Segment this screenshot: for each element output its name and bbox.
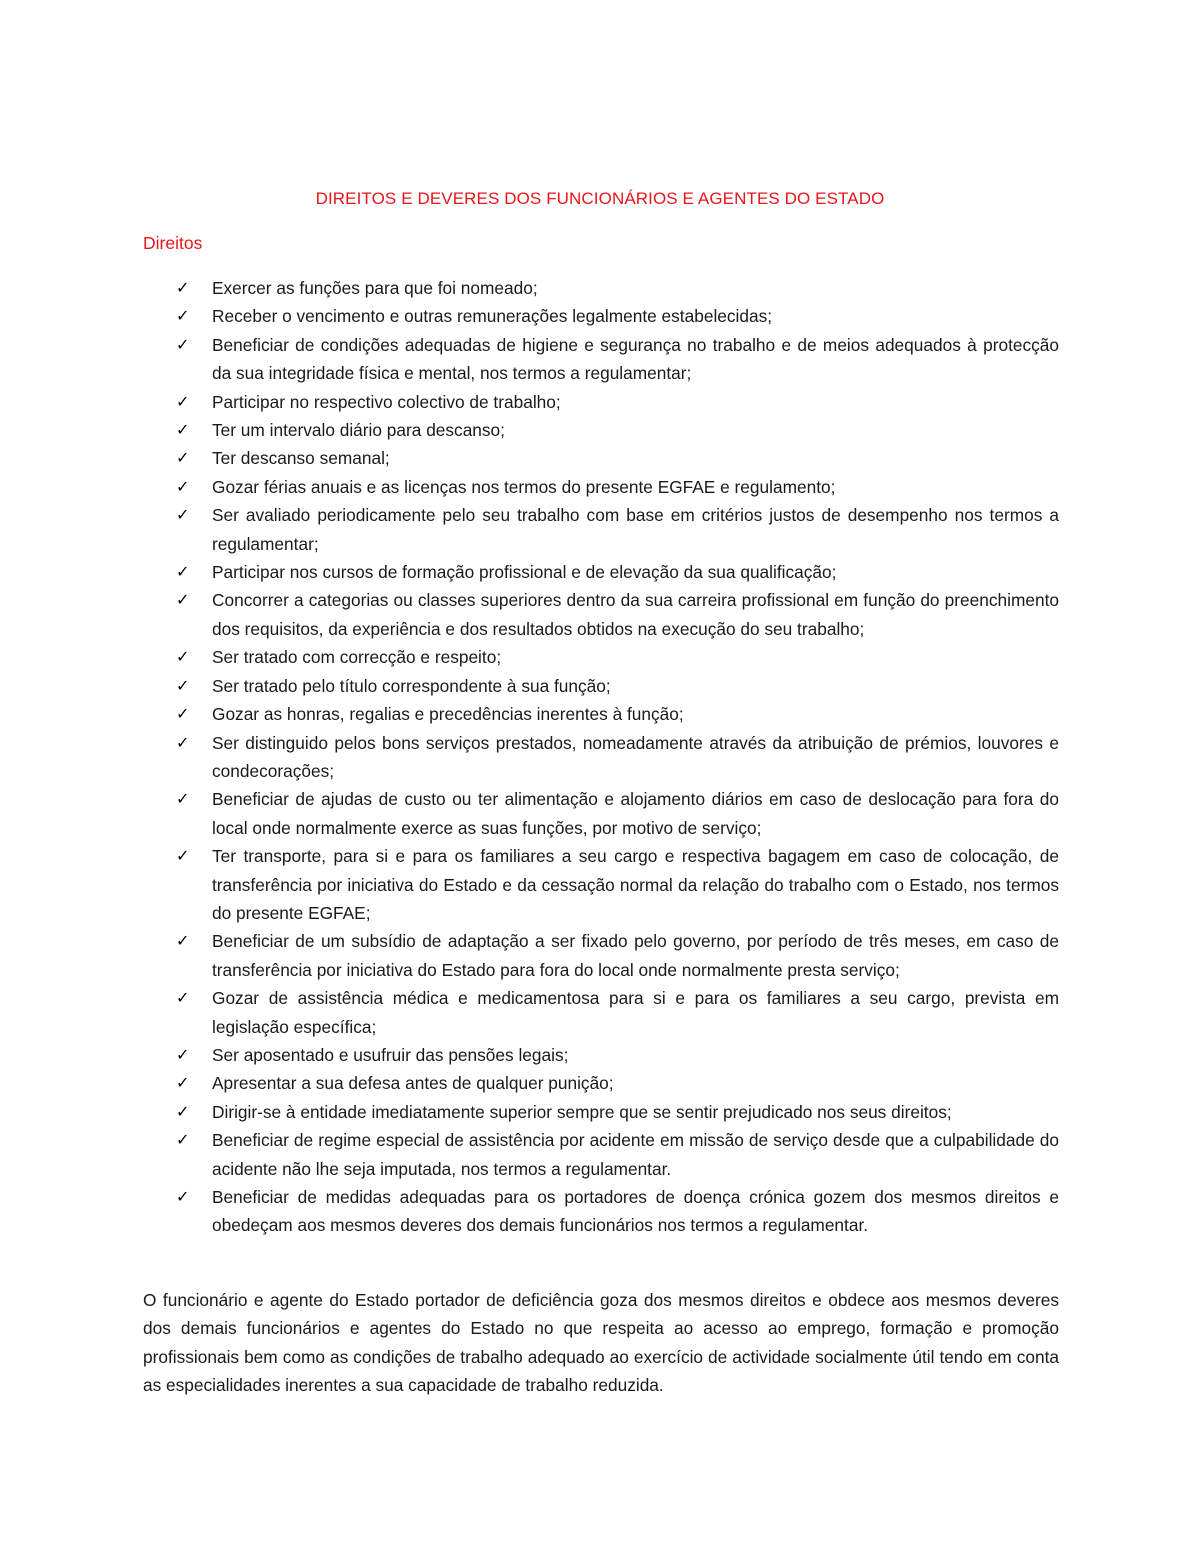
checkmark-icon: ✓ — [176, 931, 190, 951]
list-item-text: Participar no respectivo colectivo de trabalho; — [212, 391, 561, 412]
document-title: DIREITOS E DEVERES DOS FUNCIONÁRIOS E AGENTES DO ESTADO — [315, 189, 885, 208]
list-item — [143, 729, 1059, 786]
list-item — [143, 1126, 1059, 1183]
list-item — [143, 331, 1059, 388]
list-item-text: Participar nos cursos de formação profissional e de elevação da sua qualificação; — [212, 562, 837, 583]
list-item-text: Ser tratado com correcção e respeito; — [212, 647, 502, 668]
checkmark-icon: ✓ — [176, 278, 190, 297]
list-item — [143, 643, 1059, 671]
list-item-text: Ter transporte, para si e para os familiares a seu cargo e respectiva bagagem em caso de colocação, de transferência por iniciativa do Estado e da cessação normal da relação do trabalho com o Estado, nos termos do presente EGFAE; — [212, 846, 1059, 923]
list-item — [143, 558, 1059, 586]
closing-paragraph: O funcionário e agente do Estado portador de deficiência goza dos mesmos direitos e obdece aos mesmos deveres dos demais funcionários e agentes do Estado no que respeita ao acesso ao emprego, formação e promoção profissionais bem como as condições de trabalho adequado ao exercício de actividade socialmente útil tendo em conta as especialidades inerentes a sua capacidade de trabalho reduzida. — [143, 1290, 1059, 1396]
checkmark-icon: ✓ — [176, 1101, 190, 1121]
list-item-text: Beneficiar de um subsídio de adaptação a ser fixado pelo governo, por período de três meses, em caso de transferência por iniciativa do Estado para fora do local onde normalmente presta serviço; — [212, 931, 1059, 980]
list-item — [143, 842, 1059, 927]
checkmark-icon: ✓ — [176, 590, 190, 610]
list-item — [143, 586, 1059, 643]
list-item — [143, 700, 1059, 728]
checkmark-icon: ✓ — [176, 1044, 190, 1064]
list-item — [143, 302, 1059, 330]
list-item-text: Beneficiar de regime especial de assistência por acidente em missão de serviço desde que a culpabilidade do acidente não lhe seja imputada, nos termos a regulamentar. — [212, 1130, 1059, 1179]
list-item-text: Exercer as funções para que foi nomeado; — [212, 278, 538, 298]
list-item-text: Ser avaliado periodicamente pelo seu trabalho com base em critérios justos de desempenho nos termos a regulamentar; — [212, 505, 1059, 554]
list-item-text: Dirigir-se à entidade imediatamente superior sempre que se sentir prejudicado nos seus direitos; — [212, 1101, 952, 1122]
list-item — [143, 444, 1059, 472]
list-item — [143, 785, 1059, 842]
list-item — [143, 1183, 1059, 1240]
list-item-text: Receber o vencimento e outras remunerações legalmente estabelecidas; — [212, 306, 773, 327]
checkmark-icon: ✓ — [176, 334, 190, 354]
list-item-text: Ter um intervalo diário para descanso; — [212, 420, 505, 441]
list-item-text: Apresentar a sua defesa antes de qualquer punição; — [212, 1073, 614, 1094]
list-item — [143, 501, 1059, 558]
list-item — [143, 416, 1059, 444]
checkmark-icon: ✓ — [176, 391, 190, 411]
list-item — [143, 473, 1059, 501]
checkmark-icon: ✓ — [176, 1187, 190, 1206]
rights-list — [143, 274, 1059, 1240]
checkmark-icon: ✓ — [176, 1073, 190, 1093]
list-item — [143, 1069, 1059, 1097]
list-item-text: Beneficiar de ajudas de custo ou ter alimentação e alojamento diários em caso de deslocação para fora do local onde normalmente exerce as suas funções, por motivo de serviço; — [212, 789, 1059, 838]
checkmark-icon: ✓ — [176, 846, 190, 866]
list-item-text: Ter descanso semanal; — [212, 448, 390, 469]
list-item — [143, 984, 1059, 1041]
list-item-text: Beneficiar de condições adequadas de higiene e segurança no trabalho e de meios adequados à protecção da sua integridade física e mental, nos termos a regulamentar; — [212, 334, 1059, 384]
checkmark-icon: ✓ — [176, 647, 190, 667]
checkmark-icon: ✓ — [176, 675, 190, 695]
list-item-text: Ser aposentado e usufruir das pensões legais; — [212, 1044, 569, 1065]
checkmark-icon: ✓ — [176, 505, 190, 525]
section-heading-direitos: Direitos — [143, 233, 203, 253]
checkmark-icon: ✓ — [176, 988, 190, 1008]
checkmark-icon: ✓ — [176, 420, 190, 440]
list-item-text: Gozar as honras, regalias e precedências inerentes à função; — [212, 704, 684, 725]
checkmark-icon: ✓ — [176, 704, 190, 724]
list-item — [143, 927, 1059, 984]
checkmark-icon: ✓ — [176, 789, 190, 809]
checkmark-icon: ✓ — [176, 448, 190, 468]
list-item-text: Concorrer a categorias ou classes superiores dentro da sua carreira profissional em função do preenchimento dos requisitos, da experiência e dos resultados obtidos na execução do seu trabalho; — [212, 590, 1059, 639]
checkmark-icon: ✓ — [176, 306, 190, 326]
list-item — [143, 274, 1059, 302]
list-item-text: Beneficiar de medidas adequadas para os portadores de doença crónica gozem dos mesmos direitos e obedeçam aos mesmos deveres dos demais funcionários nos termos a regulamentar. — [212, 1187, 1059, 1236]
list-item — [143, 1098, 1059, 1126]
checkmark-icon: ✓ — [176, 732, 190, 752]
list-item-text: Ser distinguido pelos bons serviços prestados, nomeadamente através da atribuição de prémios, louvores e condecorações; — [212, 732, 1059, 781]
checkmark-icon: ✓ — [176, 562, 190, 582]
list-item — [143, 388, 1059, 416]
list-item — [143, 1041, 1059, 1069]
list-item — [143, 672, 1059, 700]
list-item-text: Gozar férias anuais e as licenças nos termos do presente EGFAE e regulamento; — [212, 476, 836, 497]
list-item-text: Gozar de assistência médica e medicamentosa para si e para os familiares a seu cargo, prevista em legislação específica; — [212, 988, 1059, 1037]
list-item-text: Ser tratado pelo título correspondente à sua função; — [212, 675, 611, 696]
checkmark-icon: ✓ — [176, 476, 190, 496]
checkmark-icon: ✓ — [176, 1130, 190, 1150]
